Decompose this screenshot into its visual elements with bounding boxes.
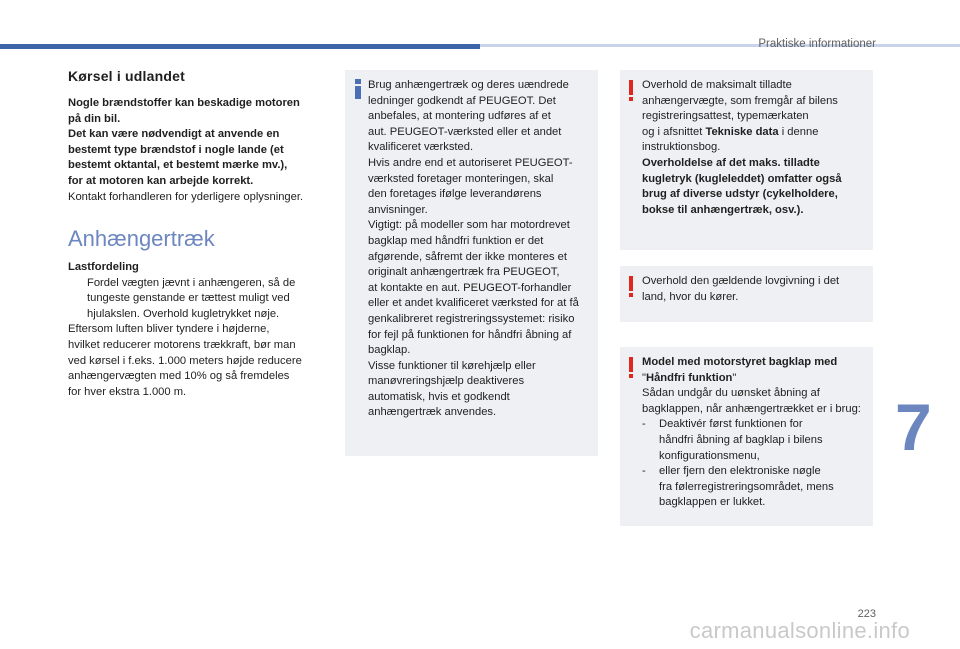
text-line: anbefales, at montering udføres af et <box>368 110 551 123</box>
text-line: Eftersom luften bliver tyndere i højderne, <box>68 323 270 336</box>
text-line: bagklap. <box>368 344 411 357</box>
text-line: Model med motorstyret bagklap med <box>642 356 838 368</box>
text-line: værksted foretager monteringen, skal <box>368 172 554 185</box>
text-line: land, hvor du kører. <box>642 290 739 303</box>
header-accent-bar <box>0 44 480 49</box>
text-line: Overhold den gældende lovgivning i det <box>642 275 840 287</box>
text-line: Overholdelse af det maks. tilladte <box>642 156 820 169</box>
text-line: for at motoren kan arbejde korrekt. <box>68 174 254 187</box>
text-line: originalt anhængertræk fra PEUGEOT, <box>368 266 560 279</box>
subtitle-load-distribution: Lastfordeling <box>68 261 139 273</box>
text-line: Fordel vægten jævnt i anhængeren, så de <box>87 276 296 289</box>
text-line: bokse til anhængertræk, osv.). <box>642 203 804 216</box>
text-line: Kontakt forhandleren for yderligere oplysninger. <box>68 190 304 203</box>
page-number: 223 <box>857 608 876 620</box>
text-line: Vigtigt: på modeller som har motordrevet <box>368 219 570 232</box>
text-line: automatisk, hvis et godkendt <box>368 390 510 403</box>
text-line <box>642 371 870 387</box>
info-icon <box>351 79 365 99</box>
text-line: Brug anhængertræk og deres uændrede <box>368 79 569 91</box>
text-line: Hvis andre end et autoriseret PEUGEOT- <box>368 156 573 169</box>
dash-marker: - <box>642 465 646 478</box>
chapter-number: 7 <box>895 390 932 464</box>
text-line: bestemt oktantal, et bestemt mærke mv.), <box>68 159 288 172</box>
text-line: for fejl på funktionen for håndfri åbning af <box>368 328 572 341</box>
text-line: den foretages ifølge leverandørens <box>368 188 542 201</box>
text-line: at kontakte en aut. PEUGEOT-forhandler <box>368 281 572 294</box>
text-line: på din bil. <box>68 112 121 125</box>
text-line: håndfri åbning af bagklap i bilens <box>659 433 823 446</box>
text-line: hvilket reducerer motorens trækkraft, bør man <box>68 338 296 351</box>
text-line: kugletryk (kugleleddet) omfatter også <box>642 172 842 185</box>
quote-mark: " <box>732 371 737 384</box>
towbar-text <box>68 260 324 400</box>
section-title-towbar: Anhængertræk <box>68 226 215 251</box>
bullet-item <box>68 276 324 292</box>
text-line: Sådan undgår du uønsket åbning af <box>642 387 820 400</box>
text-line: kvalificeret værksted. <box>368 141 474 154</box>
text-line: fra følerregistreringsområdet, mens <box>659 480 834 493</box>
text-line: afgørende, såfremt der ikke monteres et <box>368 250 567 263</box>
quote-mark: " <box>642 371 646 384</box>
header-light-bar <box>480 44 960 47</box>
text-line: bagklappen, når anhængertrækket er i brug: <box>642 402 861 415</box>
text-line: aut. PEUGEOT-værksted eller et andet <box>368 125 562 138</box>
text-line: Visse funktioner til kørehjælp eller <box>368 359 536 372</box>
text-line: manøvreringshjælp deaktiveres <box>368 375 525 388</box>
text-line: instruktionsbog. <box>642 141 721 154</box>
driving-abroad-text <box>68 96 324 205</box>
text-line: bagklap med håndfri funktion er det <box>368 234 544 247</box>
warning-icon <box>626 276 636 298</box>
warning-weights-text <box>642 78 870 218</box>
text-line: Det kan være nødvendigt at anvende en <box>68 128 280 141</box>
info-box-text <box>368 78 596 421</box>
text-line: for hver ekstra 1.000 m. <box>68 385 187 398</box>
warning-tailgate-text <box>642 355 870 511</box>
text-line: tungeste genstande er tættest muligt ved <box>87 292 290 305</box>
handsfree-function-label: Håndfri funktion <box>645 371 733 384</box>
text-line: Deaktivér først funktionen for <box>659 418 803 431</box>
text-line: konfigurationsmenu, <box>659 449 760 462</box>
list-item <box>642 417 870 433</box>
technical-data-reference: Tekniske data <box>705 125 779 138</box>
chapter-header-title: Praktiske informationer <box>758 38 876 50</box>
watermark: carmanualsonline.info <box>689 618 910 643</box>
section-title-driving-abroad: Kørsel i udlandet <box>68 68 185 84</box>
text-line: bagklappen er lukket. <box>659 496 766 509</box>
text-line <box>642 125 870 141</box>
text-line: anhængertræk anvendes. <box>368 406 497 419</box>
text-line: eller et andet kvalificeret værksted for at få <box>368 297 579 310</box>
text-line: eller fjern den elektroniske nøgle <box>659 465 821 478</box>
text-line: anvisninger. <box>368 203 428 216</box>
text-fragment: i denne <box>778 125 819 138</box>
dash-marker: - <box>642 418 646 431</box>
list-item <box>642 464 870 480</box>
warning-legislation-text <box>642 274 870 305</box>
warning-icon <box>626 357 636 379</box>
text-fragment: og i afsnittet <box>642 125 706 138</box>
text-line: bestemt type brændstof i nogle lande (et <box>68 143 284 156</box>
text-line: hjulakslen. Overhold kugletrykket nøje. <box>87 307 280 320</box>
text-line: anhængervægte, som fremgår af bilens <box>642 94 838 107</box>
text-line: Nogle brændstoffer kan beskadige motoren <box>68 97 300 109</box>
text-line: Overhold de maksimalt tilladte <box>642 79 792 91</box>
text-line: ved kørsel i f.eks. 1.000 meters højde reducere <box>68 354 302 367</box>
warning-icon <box>626 80 636 102</box>
text-line: genkalibreret registreringssystemet: risiko <box>368 312 575 325</box>
text-line: anhængervægten med 10% og så fremdeles <box>68 370 290 383</box>
text-line: brug af diverse udstyr (cykelholdere, <box>642 188 838 201</box>
text-line: ledninger godkendt af PEUGEOT. Det <box>368 94 556 107</box>
text-line: registreringsattest, typemærkaten <box>642 110 809 123</box>
